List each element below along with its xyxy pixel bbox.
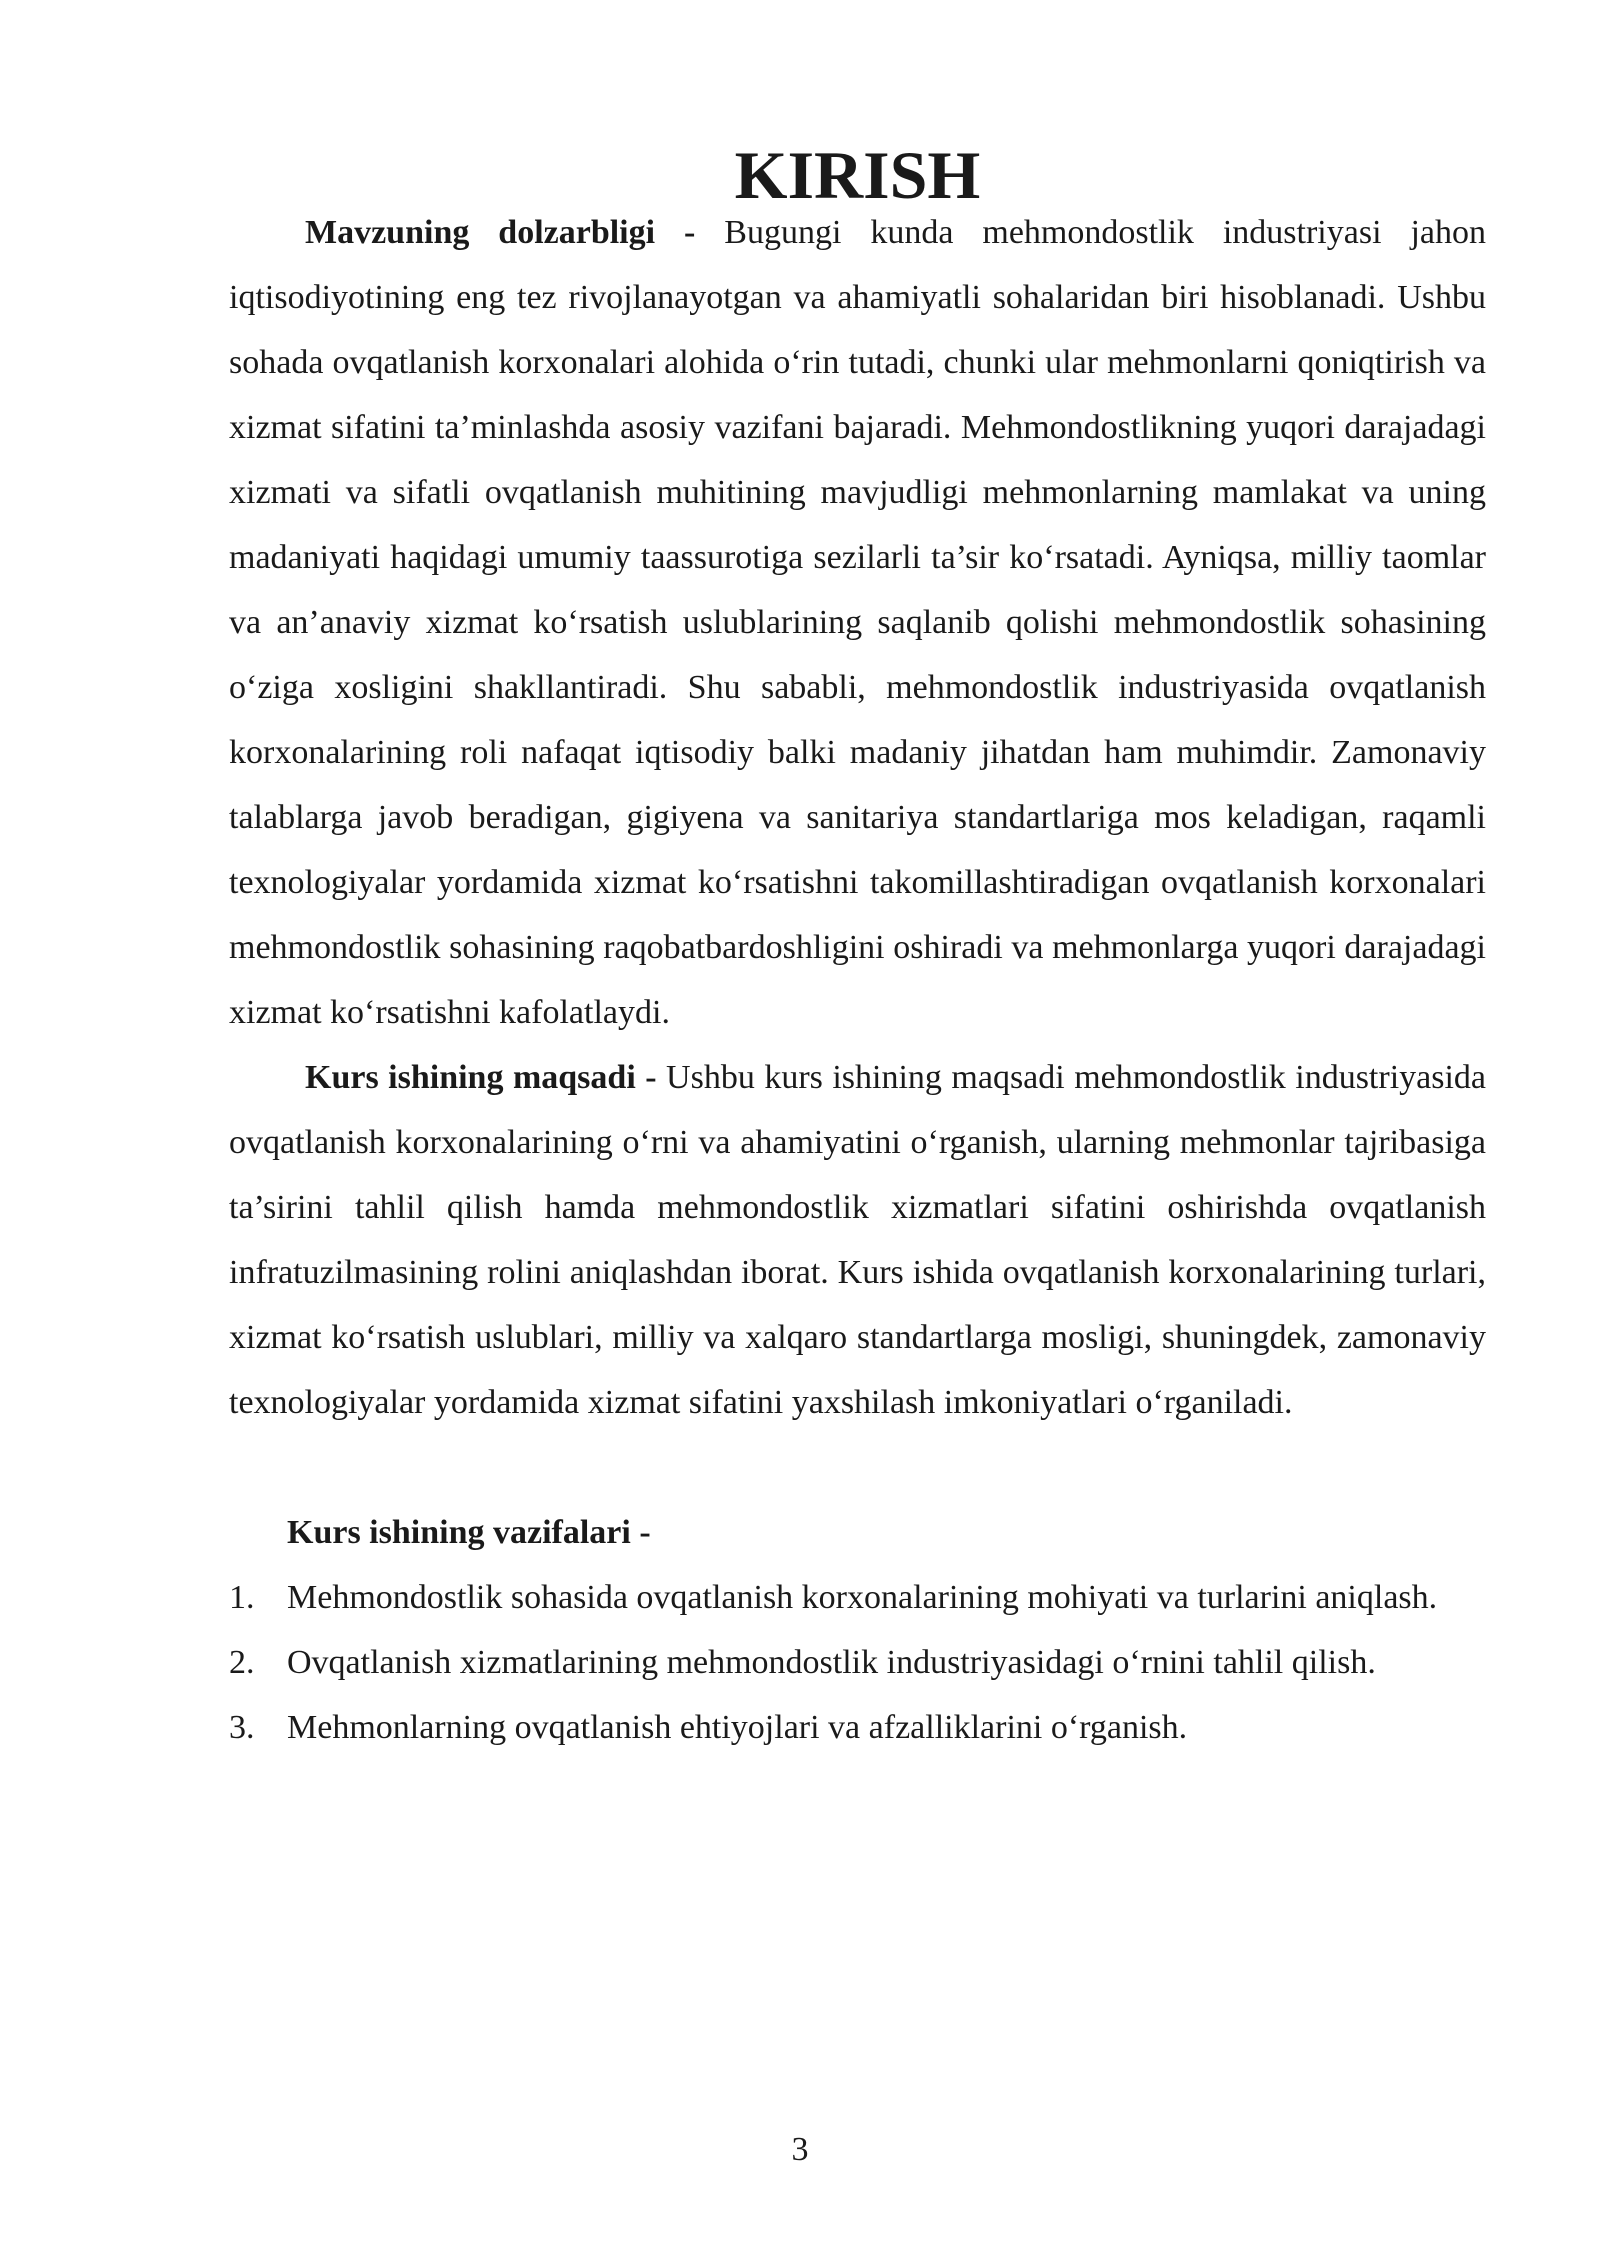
goal-label: Kurs ishining maqsadi - [305, 1059, 657, 1096]
relevance-label: Mavzuning dolzarbligi - [305, 214, 696, 251]
goal-text: Ushbu kurs ishining maqsadi mehmondostlik industriyasida ovqatlanish korxonalarining o‘rni va ahamiyatini o‘rganish, ularning mehmonlar tajribasiga ta’sirini tahlil qilish hamda mehmondostlik xizmatlari sifatini oshirishda ovqatlanish infratuzilmasining rolini aniqlashdan iborat. Kurs ishida ovqatlanish korxonalarining turlari, xizmat ko‘rsatish uslublari, milliy va xalqaro standartlarga mosligi, shuningdek, zamonaviy texnologiyalar yordamida xizmat sifatini yaxshilash imkoniyatlari o‘rganiladi. [229, 1059, 1486, 1421]
tasks-title: Kurs ishining vazifalari - [287, 1514, 651, 1551]
list-item-text: Mehmondostlik sohasida ovqatlanish korxonalarining mohiyati va turlarini aniqlash. [287, 1579, 1438, 1616]
relevance-paragraph [229, 200, 1486, 1045]
goal-paragraph [229, 1045, 1486, 1435]
list-item [229, 1565, 1486, 1630]
list-item-number: 2. [229, 1644, 255, 1681]
relevance-text: Bugungi kunda mehmondostlik industriyasi jahon iqtisodiyotining eng tez rivojlanayotgan va ahamiyatli sohalaridan biri hisoblanadi. Ushbu sohada ovqatlanish korxonalari alohida o‘rin tutadi, chunki ular mehmonlarni qoniqtirish va xizmat sifatini ta’minlashda asosiy vazifani bajaradi. Mehmondostlikning yuqori darajadagi xizmati va sifatli ovqatlanish muhitining mavjudligi mehmonlarning mamlakat va uning madaniyati haqidagi umumiy taassurotiga sezilarli ta’sir ko‘rsatadi. Ayniqsa, milliy taomlar va an’anaviy xizmat ko‘rsatish uslublarining saqlanib qolishi mehmondostlik sohasining o‘ziga xosligini shakllantiradi. Shu sababli, mehmondostlik industriyasida ovqatlanish korxonalarining roli nafaqat iqtisodiy balki madaniy jihatdan ham muhimdir. Zamonaviy talablarga javob beradigan, gigiyena va sanitariya standartlariga mos keladigan, raqamli texnologiyalar yordamida xizmat ko‘rsatishni takomillashtiradigan ovqatlanish korxonalari mehmondostlik sohasining raqobatbardoshligini oshiradi va mehmonlarga yuqori darajadagi xizmat ko‘rsatishni kafolatlaydi. [229, 214, 1486, 1031]
tasks-list [229, 1565, 1486, 1760]
page-number: 3 [791, 2131, 809, 2168]
list-item [229, 1695, 1486, 1760]
page-title: KIRISH [734, 137, 981, 213]
document-page [229, 137, 1486, 1760]
list-item-text: Mehmonlarning ovqatlanish ehtiyojlari va afzalliklarini o‘rganish. [287, 1709, 1188, 1746]
list-item-number: 3. [229, 1709, 255, 1746]
section-spacer [229, 1435, 1486, 1500]
list-item-number: 1. [229, 1579, 255, 1616]
list-item [229, 1630, 1486, 1695]
list-item-text: Ovqatlanish xizmatlarining mehmondostlik industriyasidagi o‘rnini tahlil qilish. [287, 1644, 1376, 1681]
